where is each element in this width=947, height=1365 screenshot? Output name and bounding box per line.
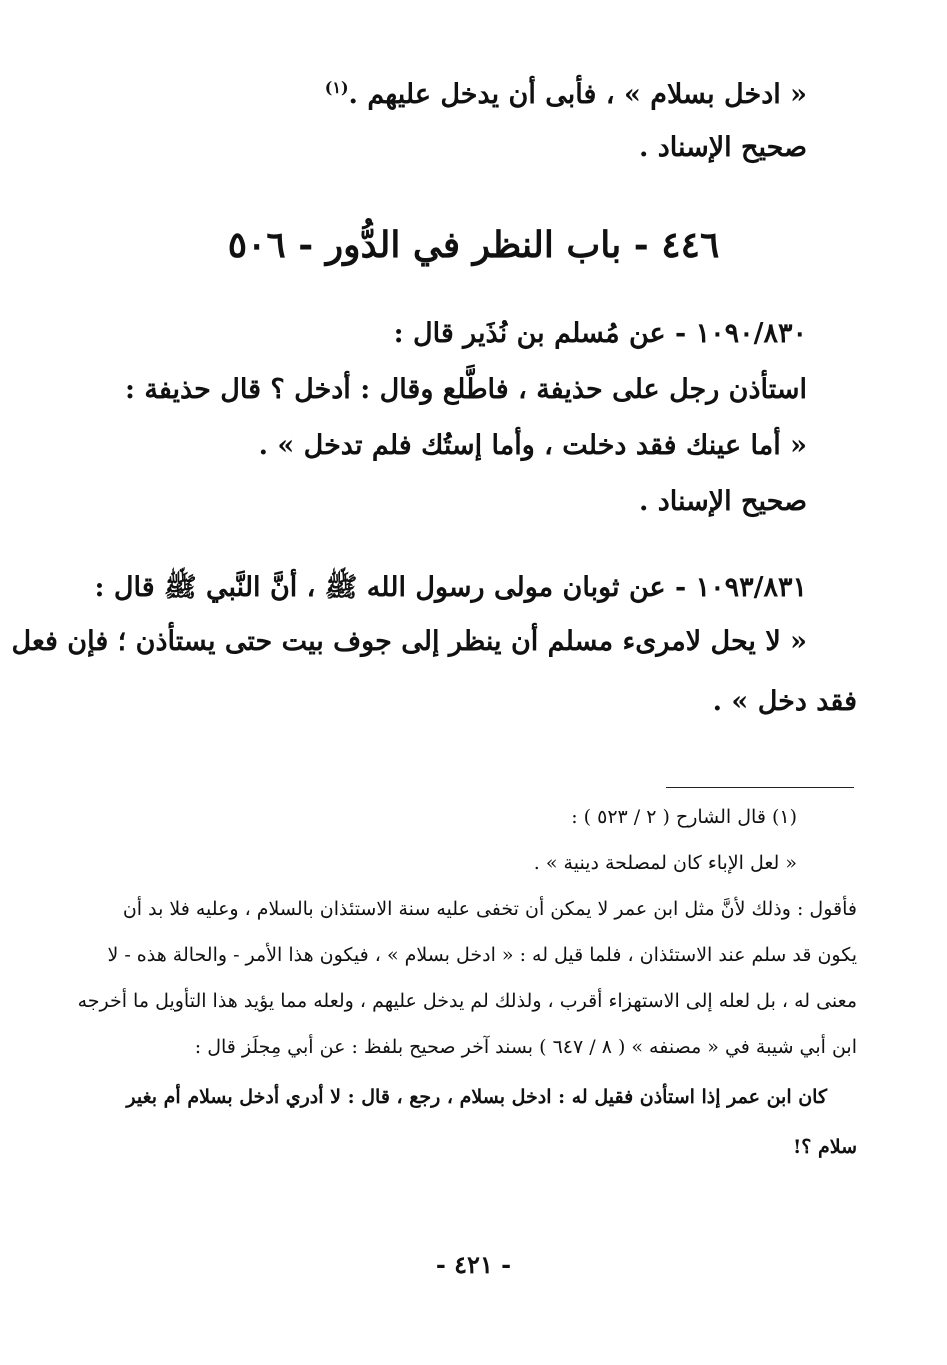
footnote-ref: (١) [324, 78, 349, 97]
hadith-831-line-1: ١٠٩٣/٨٣١ - عن ثوبان مولى رسول الله ﷺ ، أنَّ النَّبي ﷺ قال : [94, 572, 807, 603]
footnote-line-4: يكون قد سلم عند الاستئذان ، فلما قيل له : « ادخل بسلام » ، فيكون هذا الأمر - والحالة هذه - لا [107, 944, 857, 966]
hadith-830-line-3: « أما عينك فقد دخلت ، وأما إستُك فلم تدخل » . [258, 430, 807, 461]
footnote-line-1: (١) قال الشارح ( ٢ / ٥٢٣ ) : [571, 806, 797, 828]
footnote-line-5: معنى له ، بل لعله إلى الاستهزاء أقرب ، ولذلك لم يدخل عليهم ، ولعله مما يؤيد هذا التأويل ما أخرجه [77, 990, 857, 1012]
hadith-831-line-3: فقد دخل » . [712, 686, 857, 717]
footnote-separator [666, 787, 854, 788]
top-line-2: صحيح الإسناد . [638, 132, 807, 163]
footnote-line-6: ابن أبي شيبة في « مصنفه » ( ٨ / ٦٤٧ ) بسند آخر صحيح بلفظ : عن أبي مِجلَز قال : [194, 1036, 857, 1058]
hadith-831-line-2: « لا يحل لامرىء مسلم أن ينظر إلى جوف بيت حتى يستأذن ؛ فإن فعل [11, 626, 807, 657]
page-number: - ٤٢١ - [435, 1250, 512, 1279]
top-line-1-text: « ادخل بسلام » ، فأبى أن يدخل عليهم . [348, 79, 807, 110]
top-line-1 [325, 78, 807, 110]
footnote-line-8: سلام ؟! [792, 1136, 857, 1158]
footnote-line-7: كان ابن عمر إذا استأذن فقيل له : ادخل بسلام ، رجع ، قال : لا أدري أدخل بسلام أم بغير [126, 1086, 827, 1108]
footnote-line-2: « لعل الإباء كان لمصلحة دينية » . [533, 852, 797, 874]
footnote-line-3: فأقول : وذلك لأنَّ مثل ابن عمر لا يمكن أن تخفى عليه سنة الاستئذان بالسلام ، وعليه فلا بد أن [122, 898, 857, 920]
hadith-830-line-2: استأذن رجل على حذيفة ، فاطَّلع وقال : أدخل ؟ قال حذيفة : [124, 374, 807, 405]
chapter-heading: ٤٤٦ - باب النظر في الدُّور - ٥٠٦ [227, 224, 720, 266]
hadith-830-line-1: ١٠٩٠/٨٣٠ - عن مُسلم بن نُذَير قال : [393, 318, 807, 349]
hadith-830-line-4: صحيح الإسناد . [638, 486, 807, 517]
